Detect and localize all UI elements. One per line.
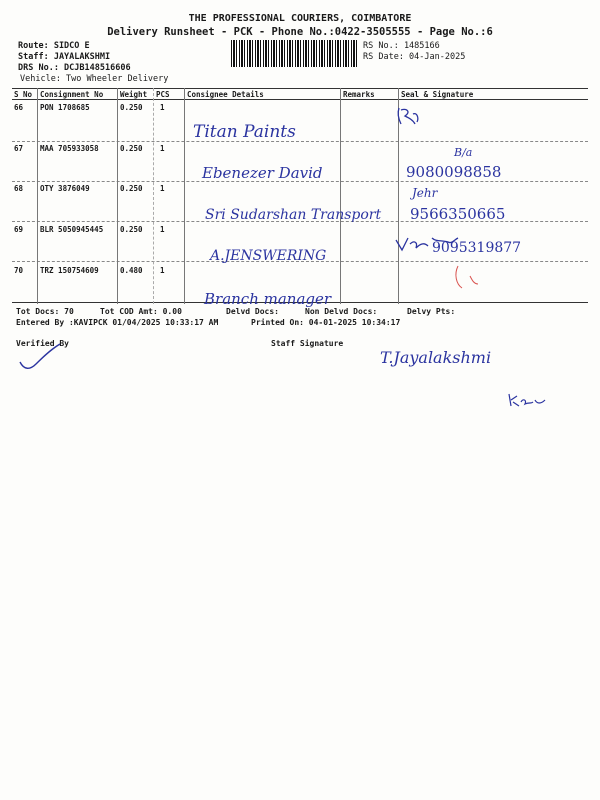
red-mark [452,262,482,292]
verified-by-label: Verified By [16,339,69,348]
runsheet-table [12,88,588,304]
staff-signature-handwritten: T.Jayalakshmi [380,348,492,367]
barcode-image [231,40,357,67]
printed-on: Printed On: 04-01-2025 10:34:17 [251,318,401,327]
verified-signature [16,340,64,374]
handwritten-phone: 9566350665 [410,205,506,223]
col-header-weight: Weight [120,90,148,99]
handwritten-consignee: A.JENSWERING [210,248,327,264]
table-row-sno: 66 [14,103,24,112]
handwritten-consignee: Ebenezer David [202,164,323,182]
vehicle-label: Vehicle: Two Wheeler Delivery [20,74,169,84]
tot-cod-amount: Tot COD Amt: 0.00 [100,307,182,316]
table-row-weight: 0.250 [120,144,143,153]
handwritten-sign: B/a [454,146,473,159]
rs-number: RS No.: 1485166 [363,41,440,51]
table-row-sno: 68 [14,184,24,193]
table-row-weight: 0.480 [120,266,143,275]
handwritten-consignee: Titan Paints [193,122,296,142]
col-header-seal: Seal & Signature [401,90,474,99]
col-header-remarks: Remarks [343,90,375,99]
table-row-pcs: 1 [160,184,165,193]
entered-by: Entered By :KAVIPCK 01/04/2025 10:33:17 AM [16,318,219,327]
runsheet-subtitle: Delivery Runsheet - PCK - Phone No.:0422-3505555 - Page No.:6 [107,26,493,38]
staff-label: Staff: JAYALAKSHMI [18,52,111,62]
handwritten-sign: Jehr [412,186,438,200]
handwritten-phone: 9095319877 [432,240,522,256]
signature-row66 [393,104,423,130]
table-row-consignment: PON 1708685 [40,103,90,112]
route-label: Route: SIDCO E [18,41,90,51]
col-header-pcs: PCS [156,90,170,99]
table-row-consignment: BLR 5050945445 [40,225,104,234]
table-row-pcs: 1 [160,144,165,153]
table-row-consignment: TRZ 150754609 [40,266,99,275]
table-row-sno: 67 [14,144,24,153]
non-delivered-docs: Non Delvd Docs: [305,307,378,316]
table-row-sno: 70 [14,266,24,275]
handwritten-phone: 9080098858 [406,163,502,181]
table-row-pcs: 1 [160,266,165,275]
col-header-sno: S No [14,90,33,99]
staff-signature-label: Staff Signature [271,339,344,348]
table-row-weight: 0.250 [120,103,143,112]
table-row-pcs: 1 [160,103,165,112]
table-row-consignment: OTY 3876049 [40,184,90,193]
delivered-docs: Delvd Docs: [226,307,279,316]
table-row-weight: 0.250 [120,225,143,234]
rs-date: RS Date: 04-Jan-2025 [363,52,466,62]
initials-signature [505,390,549,412]
drs-number: DRS No.: DCJB148516606 [18,63,131,73]
handwritten-consignee: Branch manager [204,290,332,308]
delivery-points: Delvy Pts: [407,307,456,316]
table-row-weight: 0.250 [120,184,143,193]
col-header-consignee: Consignee Details [187,90,264,99]
tot-docs: Tot Docs: 70 [16,307,74,316]
handwritten-consignee: Sri Sudarshan Transport [205,207,382,223]
col-header-consignment: Consignment No [40,90,104,99]
table-row-consignment: MAA 705933058 [40,144,99,153]
table-row-sno: 69 [14,225,24,234]
company-title: THE PROFESSIONAL COURIERS, COIMBATORE [188,13,412,24]
table-row-pcs: 1 [160,225,165,234]
